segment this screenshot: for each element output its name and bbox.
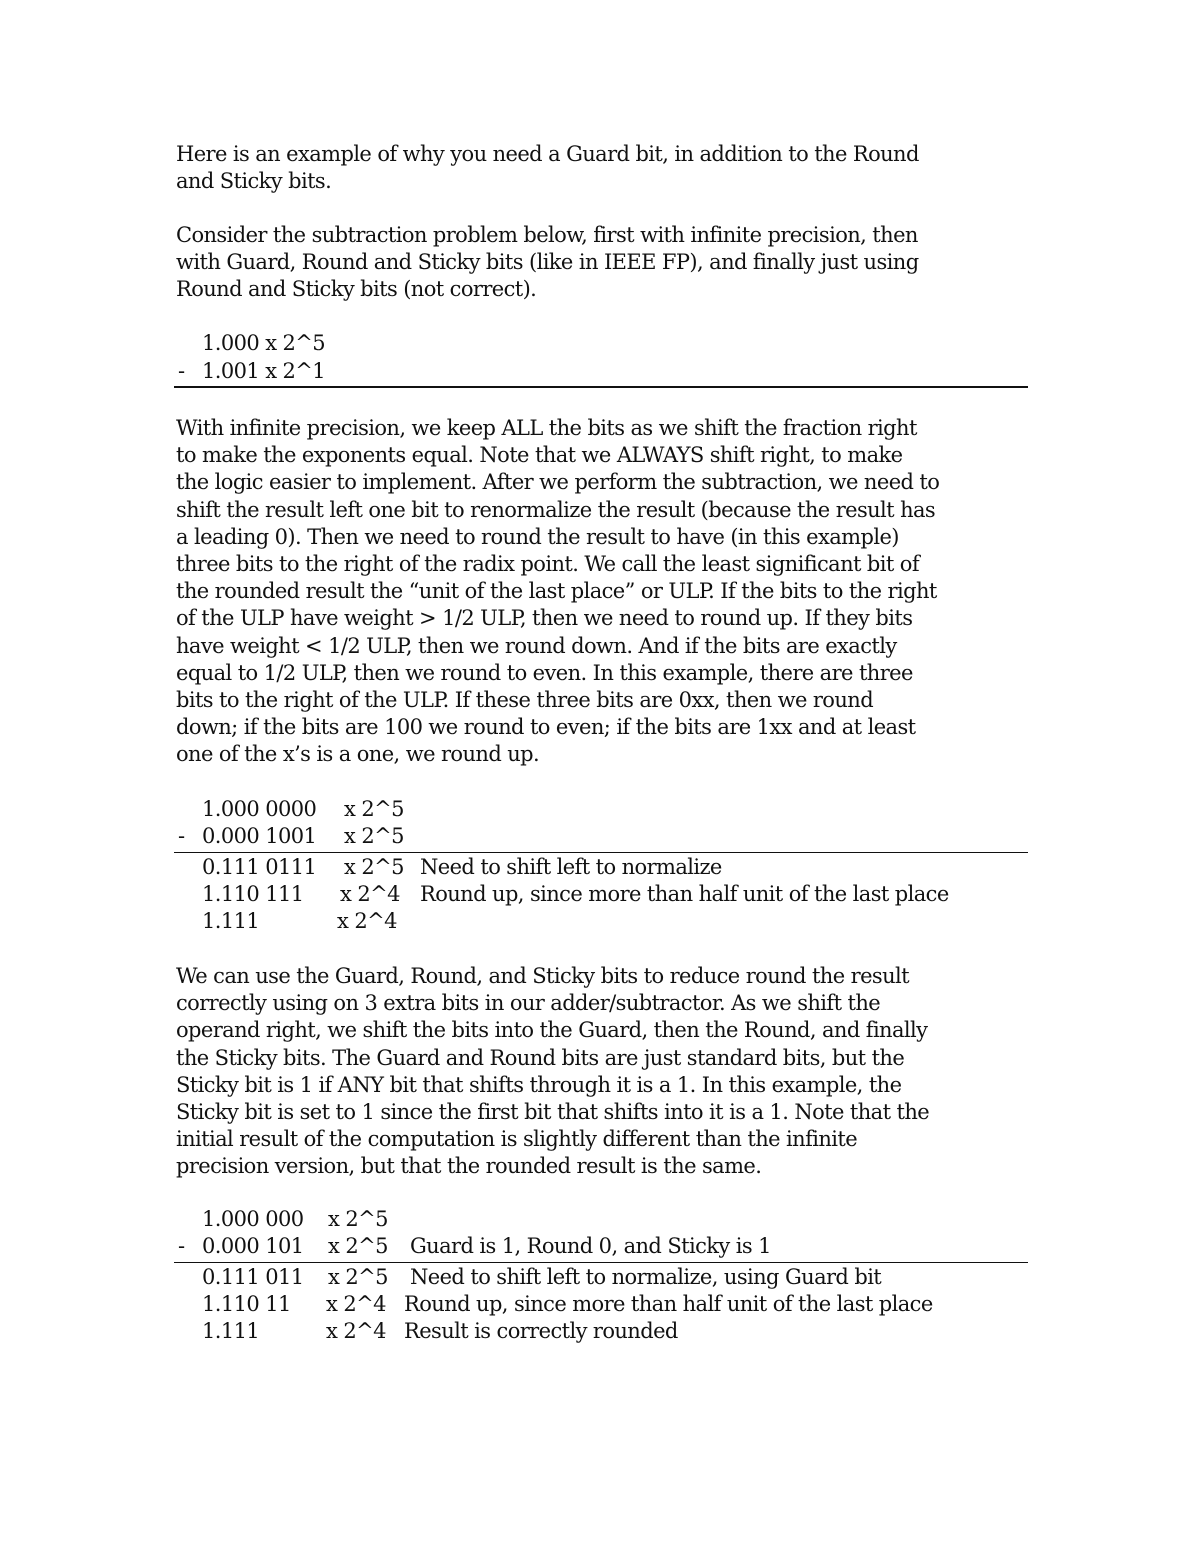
text-line: equal to 1/2 ULP, then we round to even. In this example, there are three bbox=[176, 660, 913, 685]
calc-value: 1.000 000 bbox=[202, 1207, 304, 1231]
operand: 1.000 x 2^5 bbox=[202, 331, 326, 355]
text-line: three bits to the right of the radix point. We call the least significant bit of bbox=[176, 551, 920, 576]
calc-note: Guard is 1, Round 0, and Sticky is 1 bbox=[410, 1234, 771, 1258]
problem-rule bbox=[174, 386, 1028, 388]
calc-row bbox=[176, 1233, 1036, 1260]
calc-note: Need to shift left to normalize, using Guard bit bbox=[410, 1265, 882, 1289]
calc-row bbox=[176, 1318, 1036, 1345]
calc-note: Result is correctly rounded bbox=[404, 1319, 678, 1343]
calc-value: 1.111 bbox=[202, 1319, 260, 1343]
calc-note: Round up, since more than half unit of the last place bbox=[404, 1292, 933, 1316]
text-line: down; if the bits are 100 we round to even; if the bits are 1xx and at least bbox=[176, 715, 916, 740]
calc-row bbox=[176, 1264, 1036, 1291]
text-line: bits to the right of the ULP. If these three bits are 0xx, then we round bbox=[176, 687, 874, 712]
calc-value: 1.000 0000 bbox=[202, 797, 317, 821]
calc-exponent: x 2^5 bbox=[328, 1234, 388, 1258]
text-line: the rounded result the “unit of the last place” or ULP. If the bits to the right bbox=[176, 579, 937, 604]
text-line: with Guard, Round and Sticky bits (like in IEEE FP), and finally just using bbox=[176, 250, 919, 275]
calc-rule bbox=[174, 852, 1028, 853]
calc-note: Need to shift left to normalize bbox=[420, 855, 722, 879]
text-line: one of the x’s is a one, we round up. bbox=[176, 742, 540, 767]
text-line: the logic easier to implement. After we perform the subtraction, we need to bbox=[176, 470, 940, 495]
intro-paragraph bbox=[176, 141, 1036, 195]
problem-row-subtrahend bbox=[176, 358, 1036, 385]
text-line: precision version, but that the rounded result is the same. bbox=[176, 1154, 762, 1179]
calc-row bbox=[176, 796, 1036, 823]
text-line: and Sticky bits. bbox=[176, 169, 332, 194]
text-line: to make the exponents equal. Note that we ALWAYS shift right, to make bbox=[176, 443, 903, 468]
text-line: Here is an example of why you need a Guard bit, in addition to the Round bbox=[176, 142, 919, 166]
calc-row bbox=[176, 854, 1036, 881]
problem-row-minuend bbox=[176, 330, 1036, 357]
calc-exponent: x 2^5 bbox=[344, 797, 404, 821]
calc-exponent: x 2^5 bbox=[344, 855, 404, 879]
text-line: the Sticky bits. The Guard and Round bits are just standard bits, but the bbox=[176, 1045, 905, 1070]
sign: - bbox=[178, 1234, 185, 1258]
calc-exponent: x 2^4 bbox=[337, 909, 397, 933]
calc-value: 1.110 11 bbox=[202, 1292, 291, 1316]
text-line: correctly using on 3 extra bits in our adder/subtractor. As we shift the bbox=[176, 991, 881, 1016]
sign: - bbox=[178, 824, 185, 848]
text-line: Sticky bit is set to 1 since the first bit that shifts into it is a 1. Note that the bbox=[176, 1099, 930, 1124]
calc-exponent: x 2^5 bbox=[328, 1207, 388, 1231]
sign: - bbox=[178, 359, 185, 383]
calc-row bbox=[176, 881, 1036, 908]
calc-value: 0.000 101 bbox=[202, 1234, 304, 1258]
text-line: With infinite precision, we keep ALL the bits as we shift the fraction right bbox=[176, 416, 917, 440]
operand: 1.001 x 2^1 bbox=[202, 359, 326, 383]
calc-note: Round up, since more than half unit of the last place bbox=[420, 882, 949, 906]
calc-row bbox=[176, 1291, 1036, 1318]
guard-round-sticky-paragraph bbox=[176, 963, 1036, 1181]
calc-exponent: x 2^4 bbox=[340, 882, 400, 906]
text-line: have weight < 1/2 ULP, then we round down. And if the bits are exactly bbox=[176, 633, 897, 658]
text-line: Round and Sticky bits (not correct). bbox=[176, 277, 537, 302]
infinite-precision-paragraph bbox=[176, 415, 1036, 768]
text-line: a leading 0). Then we need to round the result to have (in this example) bbox=[176, 524, 899, 549]
calc-value: 1.111 bbox=[202, 909, 260, 933]
calc-exponent: x 2^4 bbox=[326, 1319, 386, 1343]
text-line: initial result of the computation is slightly different than the infinite bbox=[176, 1127, 858, 1152]
text-line: Sticky bit is 1 if ANY bit that shifts through it is a 1. In this example, the bbox=[176, 1072, 902, 1097]
text-line: operand right, we shift the bits into the Guard, then the Round, and finally bbox=[176, 1018, 928, 1043]
calc-value: 0.111 0111 bbox=[202, 855, 317, 879]
text-line: Consider the subtraction problem below, first with infinite precision, then bbox=[176, 223, 918, 247]
calc-exponent: x 2^5 bbox=[328, 1265, 388, 1289]
consider-paragraph bbox=[176, 222, 1036, 304]
calc-row bbox=[176, 823, 1036, 850]
calc-value: 0.111 011 bbox=[202, 1265, 304, 1289]
calc-value: 1.110 111 bbox=[202, 882, 304, 906]
calc-row bbox=[176, 1206, 1036, 1233]
calc-exponent: x 2^4 bbox=[326, 1292, 386, 1316]
calc-rule bbox=[174, 1262, 1028, 1263]
text-line: We can use the Guard, Round, and Sticky bits to reduce round the result bbox=[176, 964, 909, 988]
calc-value: 0.000 1001 bbox=[202, 824, 317, 848]
text-line: shift the result left one bit to renormalize the result (because the result has bbox=[176, 497, 936, 522]
calc-row bbox=[176, 908, 1036, 935]
calc-exponent: x 2^5 bbox=[344, 824, 404, 848]
text-line: of the ULP have weight > 1/2 ULP, then we need to round up. If they bits bbox=[176, 606, 913, 631]
